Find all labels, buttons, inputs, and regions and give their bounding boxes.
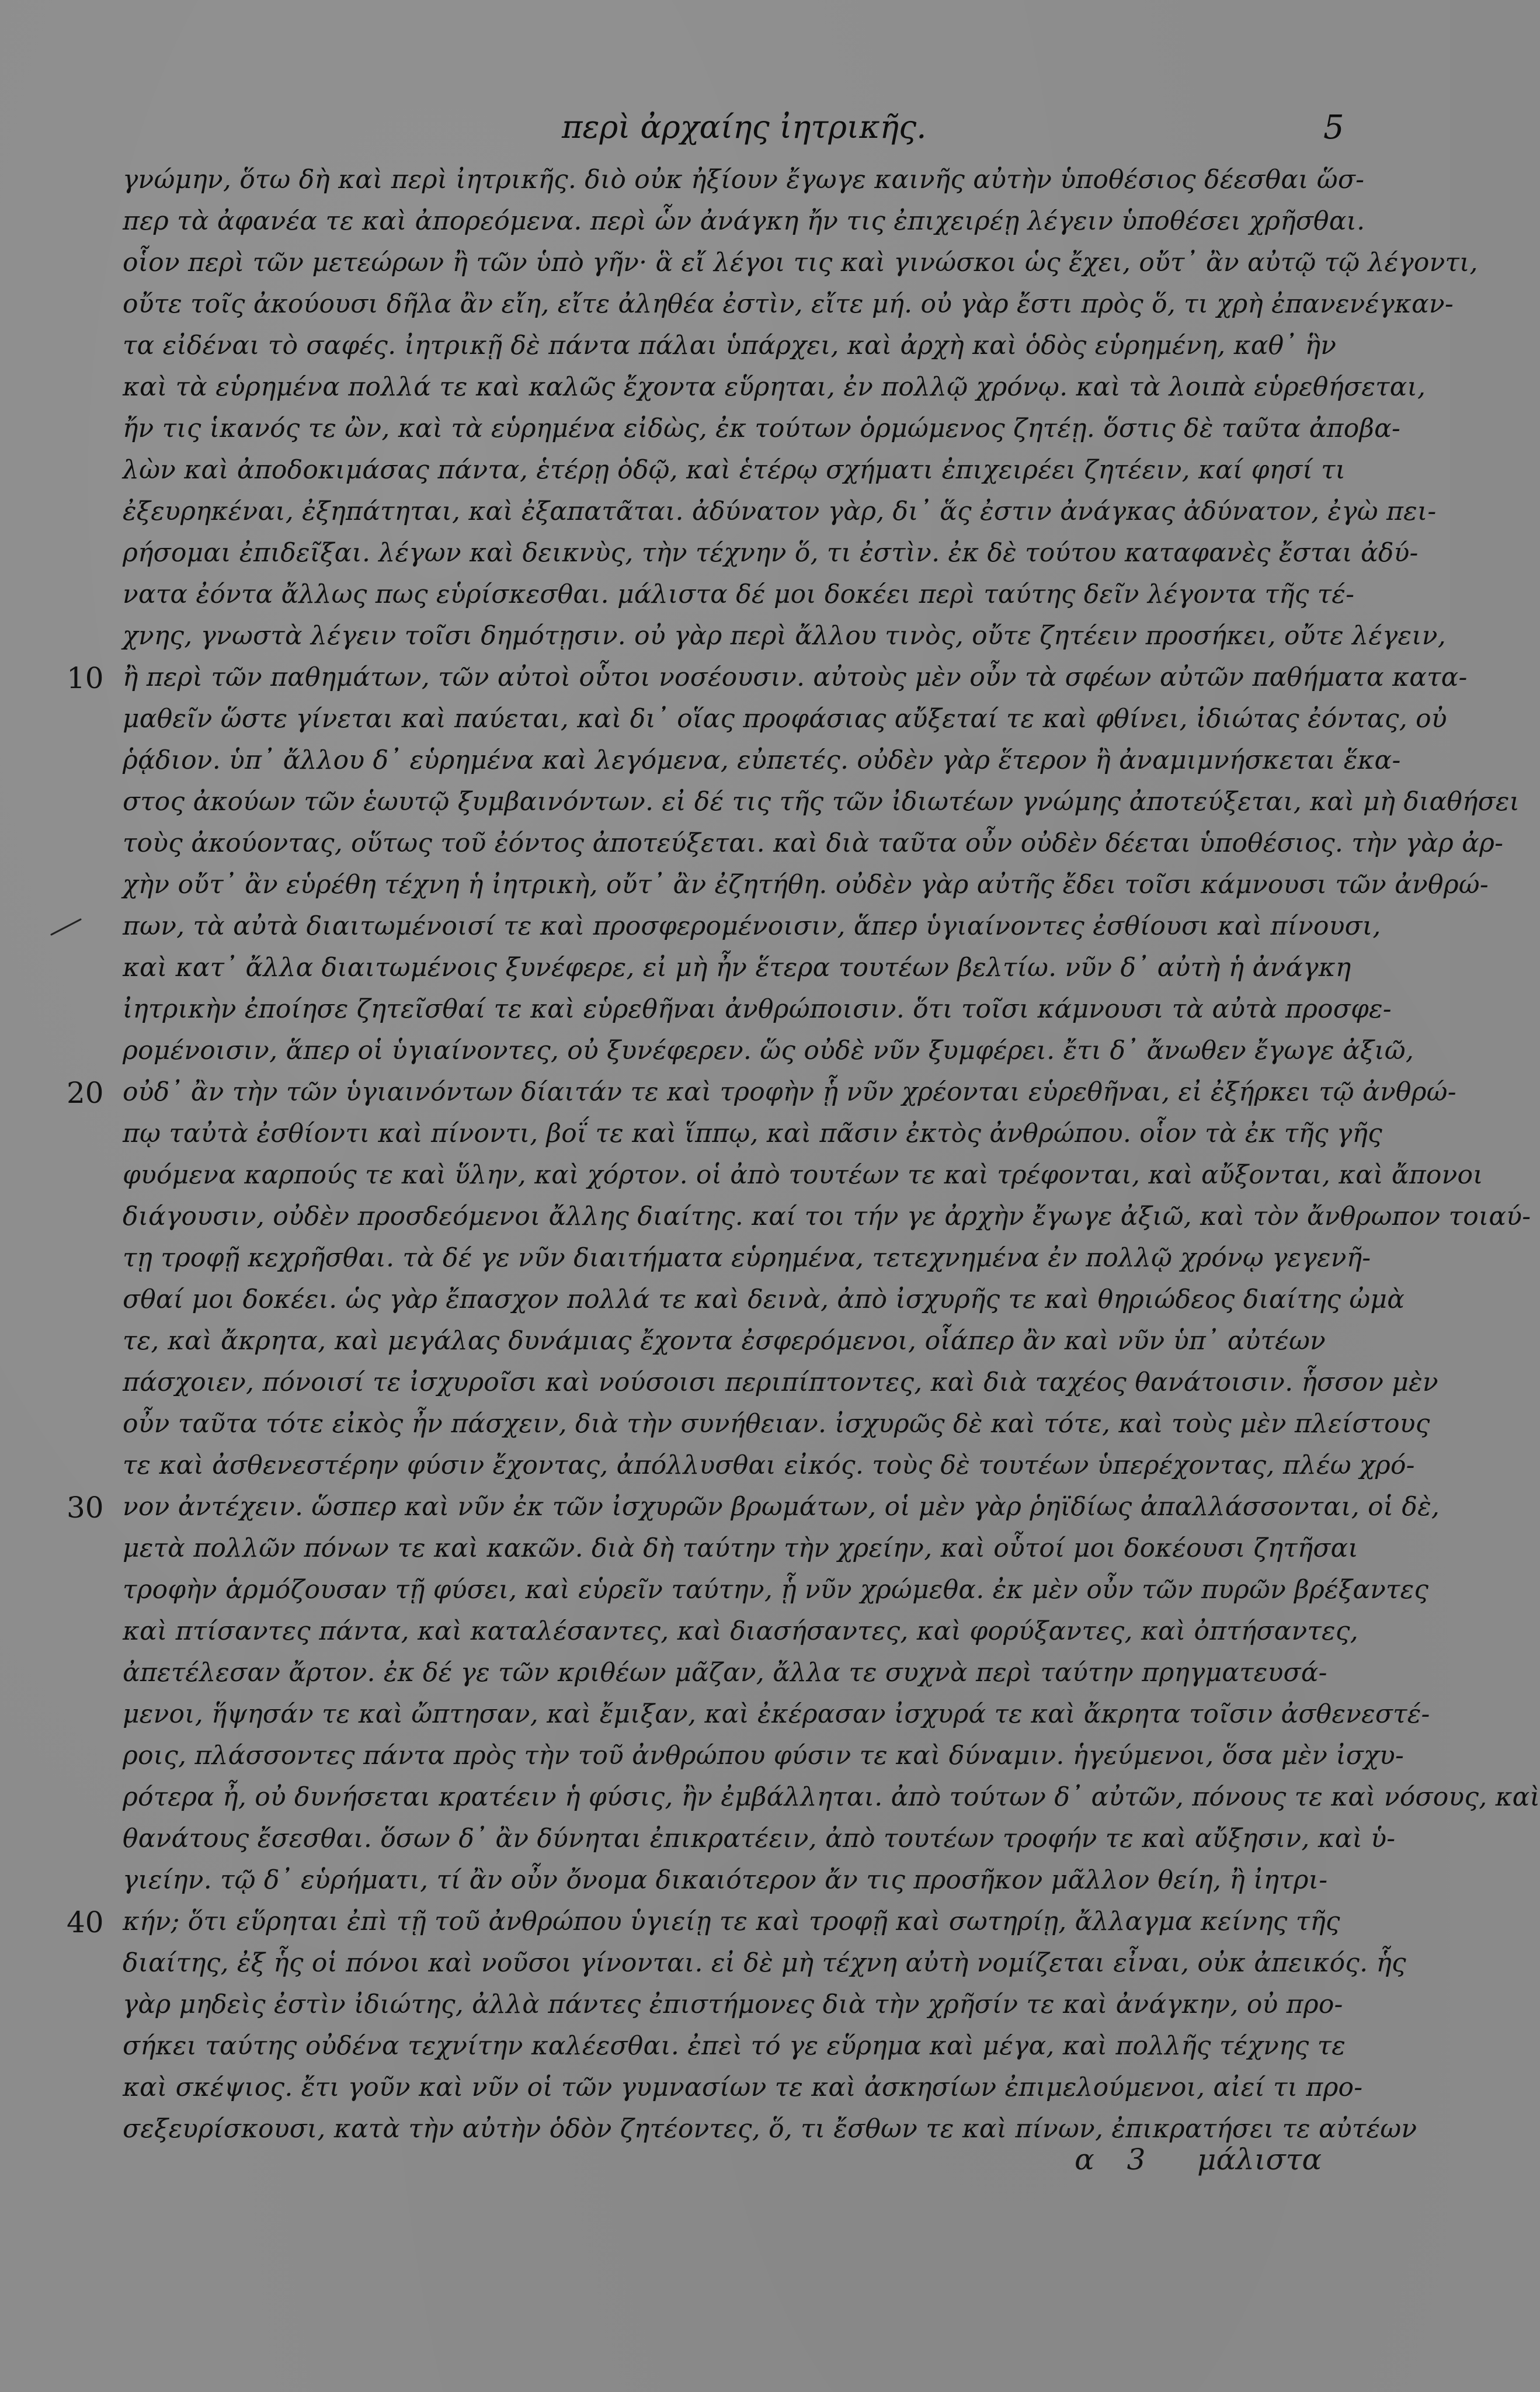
page-footer: [0, 2143, 1450, 2189]
margin-line-number: 20: [67, 1076, 104, 1110]
page-number: 5: [1323, 109, 1344, 147]
text-line: ἀπετέλεσαν ἄρτον. ἐκ δέ γε τῶν κριθέων μᾶζαν, ἄλλα τε συχνὰ περὶ ταύτην πρηγματευσά-: [123, 1658, 1327, 1688]
text-line: ρότερα ἦ, οὐ δυνήσεται κρατέειν ἡ φύσις, ἢν ἐμβάλληται. ἀπὸ τούτων δ᾽ αὐτῶν, πόνους τε καὶ νόσους, καὶ: [123, 1782, 1540, 1812]
text-line: τα εἰδέναι τὸ σαφές. ἰητρικῇ δὲ πάντα πάλαι ὑπάρχει, καὶ ἀρχὴ καὶ ὁδὸς εὑρημένη, καθ᾽ ἣν: [123, 331, 1337, 360]
text-line: σθαί μοι δοκέει. ὡς γὰρ ἔπασχον πολλά τε καὶ δεινὰ, ἀπὸ ἰσχυρῆς τε καὶ θηριώδεος διαίτης ὠμὰ: [123, 1284, 1405, 1314]
text-line: διαίτης, ἐξ ἧς οἱ πόνοι καὶ νοῦσοι γίνονται. εἰ δὲ μὴ τέχνη αὐτὴ νομίζεται εἶναι, οὐκ ἀπεικός. ἧς: [123, 1948, 1406, 1978]
text-line: στος ἀκούων τῶν ἑωυτῷ ξυμβαινόντων. εἰ δέ τις τῆς τῶν ἰδιωτέων γνώμης ἀποτεύξεται, καὶ μὴ διαθήσει: [123, 787, 1520, 817]
text-line: διάγουσιν, οὐδὲν προσδεόμενοι ἄλλης διαίτης. καί τοι τήν γε ἀρχὴν ἔγωγε ἀξιῶ, καὶ τὸν ἄνθρωπον τοιαύ-: [123, 1202, 1531, 1231]
text-line: μετὰ πολλῶν πόνων τε καὶ κακῶν. διὰ δὴ ταύτην τὴν χρείην, καὶ οὗτοί μοι δοκέουσι ζητῆσαι: [123, 1533, 1358, 1563]
margin-line-number: 40: [67, 1905, 104, 1939]
margin-line-number: 30: [67, 1491, 104, 1525]
text-line: καὶ πτίσαντες πάντα, καὶ καταλέσαντες, καὶ διασήσαντες, καὶ φορύξαντες, καὶ ὀπτήσαντες,: [123, 1616, 1358, 1646]
text-line: χὴν οὔτ᾽ ἂν εὑρέθη τέχνη ἡ ἰητρικὴ, οὔτ᾽ ἂν ἐζητήθη. οὐδὲν γὰρ αὐτῆς ἔδει τοῖσι κάμνουσι τῶν ἀνθρώ-: [123, 870, 1489, 900]
text-line: ἢ περὶ τῶν παθημάτων, τῶν αὐτοὶ οὗτοι νοσέουσιν. αὐτοὺς μὲν οὖν τὰ σφέων αὐτῶν παθήματα κατα-: [123, 662, 1468, 692]
text-line: οὐδ᾽ ἂν τὴν τῶν ὑγιαινόντων δίαιτάν τε καὶ τροφὴν ᾗ νῦν χρέονται εὑρεθῆναι, εἰ ἐξήρκει τῷ ἀνθρώ-: [123, 1077, 1456, 1107]
text-line: σεξευρίσκουσι, κατὰ τὴν αὐτὴν ὁδὸν ζητέοντες, ὅ, τι ἔσθων τε καὶ πίνων, ἐπικρατήσει τε αὐτέων: [123, 2114, 1417, 2144]
text-line: καὶ σκέψιος. ἔτι γοῦν καὶ νῦν οἱ τῶν γυμνασίων τε καὶ ἀσκησίων ἐπιμελούμενοι, αἰεί τι προ-: [123, 2072, 1363, 2102]
text-line: περ τὰ ἀφανέα τε καὶ ἀπορεόμενα. περὶ ὧν ἀνάγκη ἤν τις ἐπιχειρέῃ λέγειν ὑποθέσει χρῆσθαι.: [123, 206, 1365, 236]
text-line: τε καὶ ἀσθενεστέρην φύσιν ἔχοντας, ἀπόλλυσθαι εἰκός. τοὺς δὲ τουτέων ὑπερέχοντας, πλέω χρό-: [123, 1450, 1415, 1480]
text-line: λὼν καὶ ἀποδοκιμάσας πάντα, ἑτέρῃ ὁδῷ, καὶ ἑτέρῳ σχήματι ἐπιχειρέει ζητέειν, καί φησί τι: [123, 455, 1346, 485]
text-line: τοὺς ἀκούοντας, οὕτως τοῦ ἐόντος ἀποτεύξεται. καὶ διὰ ταῦτα οὖν οὐδὲν δέεται ὑποθέσιος. τὴν γὰρ ἀρ-: [123, 828, 1504, 858]
text-line: νατα ἐόντα ἄλλως πως εὑρίσκεσθαι. μάλιστα δέ μοι δοκέει περὶ ταύτης δεῖν λέγοντα τῆς τέ-: [123, 579, 1355, 609]
text-line: οὔτε τοῖς ἀκούουσι δῆλα ἂν εἴη, εἴτε ἀληθέα ἐστὶν, εἴτε μή. οὐ γὰρ ἔστι πρὸς ὅ, τι χρὴ ἐπανενέγκαν-: [123, 289, 1454, 319]
text-line: γὰρ μηδεὶς ἐστὶν ἰδιώτης, ἀλλὰ πάντες ἐπιστήμονες διὰ τὴν χρῆσίν τε καὶ ἀνάγκην, οὐ προ-: [123, 1990, 1343, 2019]
text-line: νον ἀντέχειν. ὥσπερ καὶ νῦν ἐκ τῶν ἰσχυρῶν βρωμάτων, οἱ μὲν γὰρ ῥηϊδίως ἀπαλλάσσονται, οἱ δὲ,: [123, 1492, 1440, 1522]
text-line: πάσχοιεν, πόνοισί τε ἰσχυροῖσι καὶ νούσοισι περιπίπτοντες, καὶ διὰ ταχέος θανάτοισιν. ἧσσον μὲν: [123, 1367, 1438, 1397]
text-line: χνης, γνωστὰ λέγειν τοῖσι δημότῃσιν. οὐ γὰρ περὶ ἄλλου τινὸς, οὔτε ζητέειν προσήκει, οὔτε λέγειν,: [123, 621, 1446, 651]
text-line: γνώμην, ὅτω δὴ καὶ περὶ ἰητρικῆς. διὸ οὐκ ἠξίουν ἔγωγε καινῆς αὐτὴν ὑποθέσιος δέεσθαι ὥσ-: [123, 165, 1365, 195]
text-line: κήν; ὅτι εὕρηται ἐπὶ τῇ τοῦ ἀνθρώπου ὑγιείῃ τε καὶ τροφῇ καὶ σωτηρίῃ, ἄλλαγμα κείνης τῆς: [123, 1907, 1340, 1936]
text-line: φυόμενα καρπούς τε καὶ ὕλην, καὶ χόρτον. οἱ ἀπὸ τουτέων τε καὶ τρέφονται, καὶ αὔξονται, καὶ ἄπονοι: [123, 1160, 1483, 1190]
text-line: ἐξευρηκέναι, ἐξηπάτηται, καὶ ἐξαπατᾶται. ἀδύνατον γὰρ, δι᾽ ἅς ἐστιν ἀνάγκας ἀδύνατον, ἐγὼ πει-: [123, 497, 1437, 526]
text-line: οὖν ταῦτα τότε εἰκὸς ἦν πάσχειν, διὰ τὴν συνήθειαν. ἰσχυρῶς δὲ καὶ τότε, καὶ τοὺς μὲν πλείστους: [123, 1409, 1430, 1439]
margin-pen-stroke: [49, 916, 84, 937]
text-line: τε, καὶ ἄκρητα, καὶ μεγάλας δυνάμιας ἔχοντα ἐσφερόμενοι, οἷάπερ ἂν καὶ νῦν ὑπ᾽ αὐτέων: [123, 1326, 1326, 1356]
text-line: σήκει ταύτης οὐδένα τεχνίτην καλέεσθαι. ἐπεὶ τό γε εὕρημα καὶ μέγα, καὶ πολλῆς τέχνης τε: [123, 2031, 1346, 2061]
text-line: ρήσομαι ἐπιδεῖξαι. λέγων καὶ δεικνὺς, τὴν τέχνην ὅ, τι ἐστὶν. ἐκ δὲ τούτου καταφανὲς ἔσται ἀδύ-: [123, 538, 1419, 568]
text-line: γιείην. τῷ δ᾽ εὑρήματι, τί ἂν οὖν ὄνομα δικαιότερον ἄν τις προσῆκον μᾶλλον θείη, ἢ ἰητρι-: [123, 1865, 1328, 1895]
catchword: μάλιστα: [1197, 2143, 1322, 2176]
text-line: μενοι, ἥψησάν τε καὶ ὤπτησαν, καὶ ἔμιξαν, καὶ ἐκέρασαν ἰσχυρά τε καὶ ἄκρητα τοῖσιν ἀσθενεστέ-: [123, 1699, 1430, 1729]
text-line: ῥᾴδιον. ὑπ᾽ ἄλλου δ᾽ εὑρημένα καὶ λεγόμενα, εὐπετές. οὐδὲν γὰρ ἕτερον ἢ ἀναμιμνήσκεται ἕκα-: [123, 745, 1401, 775]
text-line: τροφὴν ἁρμόζουσαν τῇ φύσει, καὶ εὑρεῖν ταύτην, ᾗ νῦν χρώμεθα. ἐκ μὲν οὖν τῶν πυρῶν βρέξαντες: [123, 1575, 1429, 1605]
text-line: οἷον περὶ τῶν μετεώρων ἢ τῶν ὑπὸ γῆν· ἃ εἴ λέγοι τις καὶ γινώσκοι ὡς ἔχει, οὔτ᾽ ἂν αὐτῷ τῷ λέγοντι,: [123, 248, 1478, 277]
text-line: πῳ ταὐτὰ ἐσθίοντι καὶ πίνοντι, βοΐ τε καὶ ἵππῳ, καὶ πᾶσιν ἐκτὸς ἀνθρώπου. οἷον τὰ ἐκ τῆς γῆς: [123, 1119, 1382, 1148]
text-line: ρομένοισιν, ἅπερ οἱ ὑγιαίνοντες, οὐ ξυνέφερεν. ὥς οὐδὲ νῦν ξυμφέρει. ἔτι δ᾽ ἄνωθεν ἔγωγε ἀξιῶ,: [123, 1036, 1414, 1065]
signature-mark: α 3: [1075, 2143, 1146, 2176]
text-line: μαθεῖν ὥστε γίνεται καὶ παύεται, καὶ δι᾽ οἵας προφάσιας αὔξεταί τε καὶ φθίνει, ἰδιώτας ἐόντας, οὐ: [123, 704, 1447, 734]
margin-line-number: 10: [67, 661, 104, 695]
text-line: ἰητρικὴν ἐποίησε ζητεῖσθαί τε καὶ εὑρεθῆναι ἀνθρώποισιν. ὅτι τοῖσι κάμνουσι τὰ αὐτὰ προσφε-: [123, 994, 1392, 1024]
text-line: θανάτους ἔσεσθαι. ὅσων δ᾽ ἂν δύνηται ἐπικρατέειν, ἀπὸ τουτέων τροφήν τε καὶ αὔξησιν, καὶ ὑ-: [123, 1824, 1396, 1853]
text-line: καὶ τὰ εὑρημένα πολλά τε καὶ καλῶς ἔχοντα εὕρηται, ἐν πολλῷ χρόνῳ. καὶ τὰ λοιπὰ εὑρεθήσεται,: [123, 372, 1426, 402]
text-line: τῃ τροφῇ κεχρῆσθαι. τὰ δέ γε νῦν διαιτήματα εὑρημένα, τετεχνημένα ἐν πολλῷ χρόνῳ γεγενῆ-: [123, 1243, 1371, 1273]
text-line: ἤν τις ἱκανός τε ὢν, καὶ τὰ εὑρημένα εἰδὼς, ἐκ τούτων ὁρμώμενος ζητέῃ. ὅστις δὲ ταῦτα ἀποβα-: [123, 414, 1401, 443]
text-line: καὶ κατ᾽ ἄλλα διαιτωμένοις ξυνέφερε, εἰ μὴ ἦν ἕτερα τουτέων βελτίω. νῦν δ᾽ αὐτὴ ἡ ἀνάγκη: [123, 953, 1351, 983]
page-title: περὶ ἀρχαίης ἰητρικῆς.: [562, 109, 927, 145]
body-text: [123, 159, 1540, 2150]
running-head: [0, 109, 1450, 155]
text-line: πων, τὰ αὐτὰ διαιτωμένοισί τε καὶ προσφερομένοισιν, ἅπερ ὑγιαίνοντες ἐσθίουσι καὶ πίνουσι,: [123, 911, 1381, 941]
text-line: ροις, πλάσσοντες πάντα πρὸς τὴν τοῦ ἀνθρώπου φύσιν τε καὶ δύναμιν. ἡγεύμενοι, ὅσα μὲν ἰσχυ-: [123, 1741, 1405, 1770]
